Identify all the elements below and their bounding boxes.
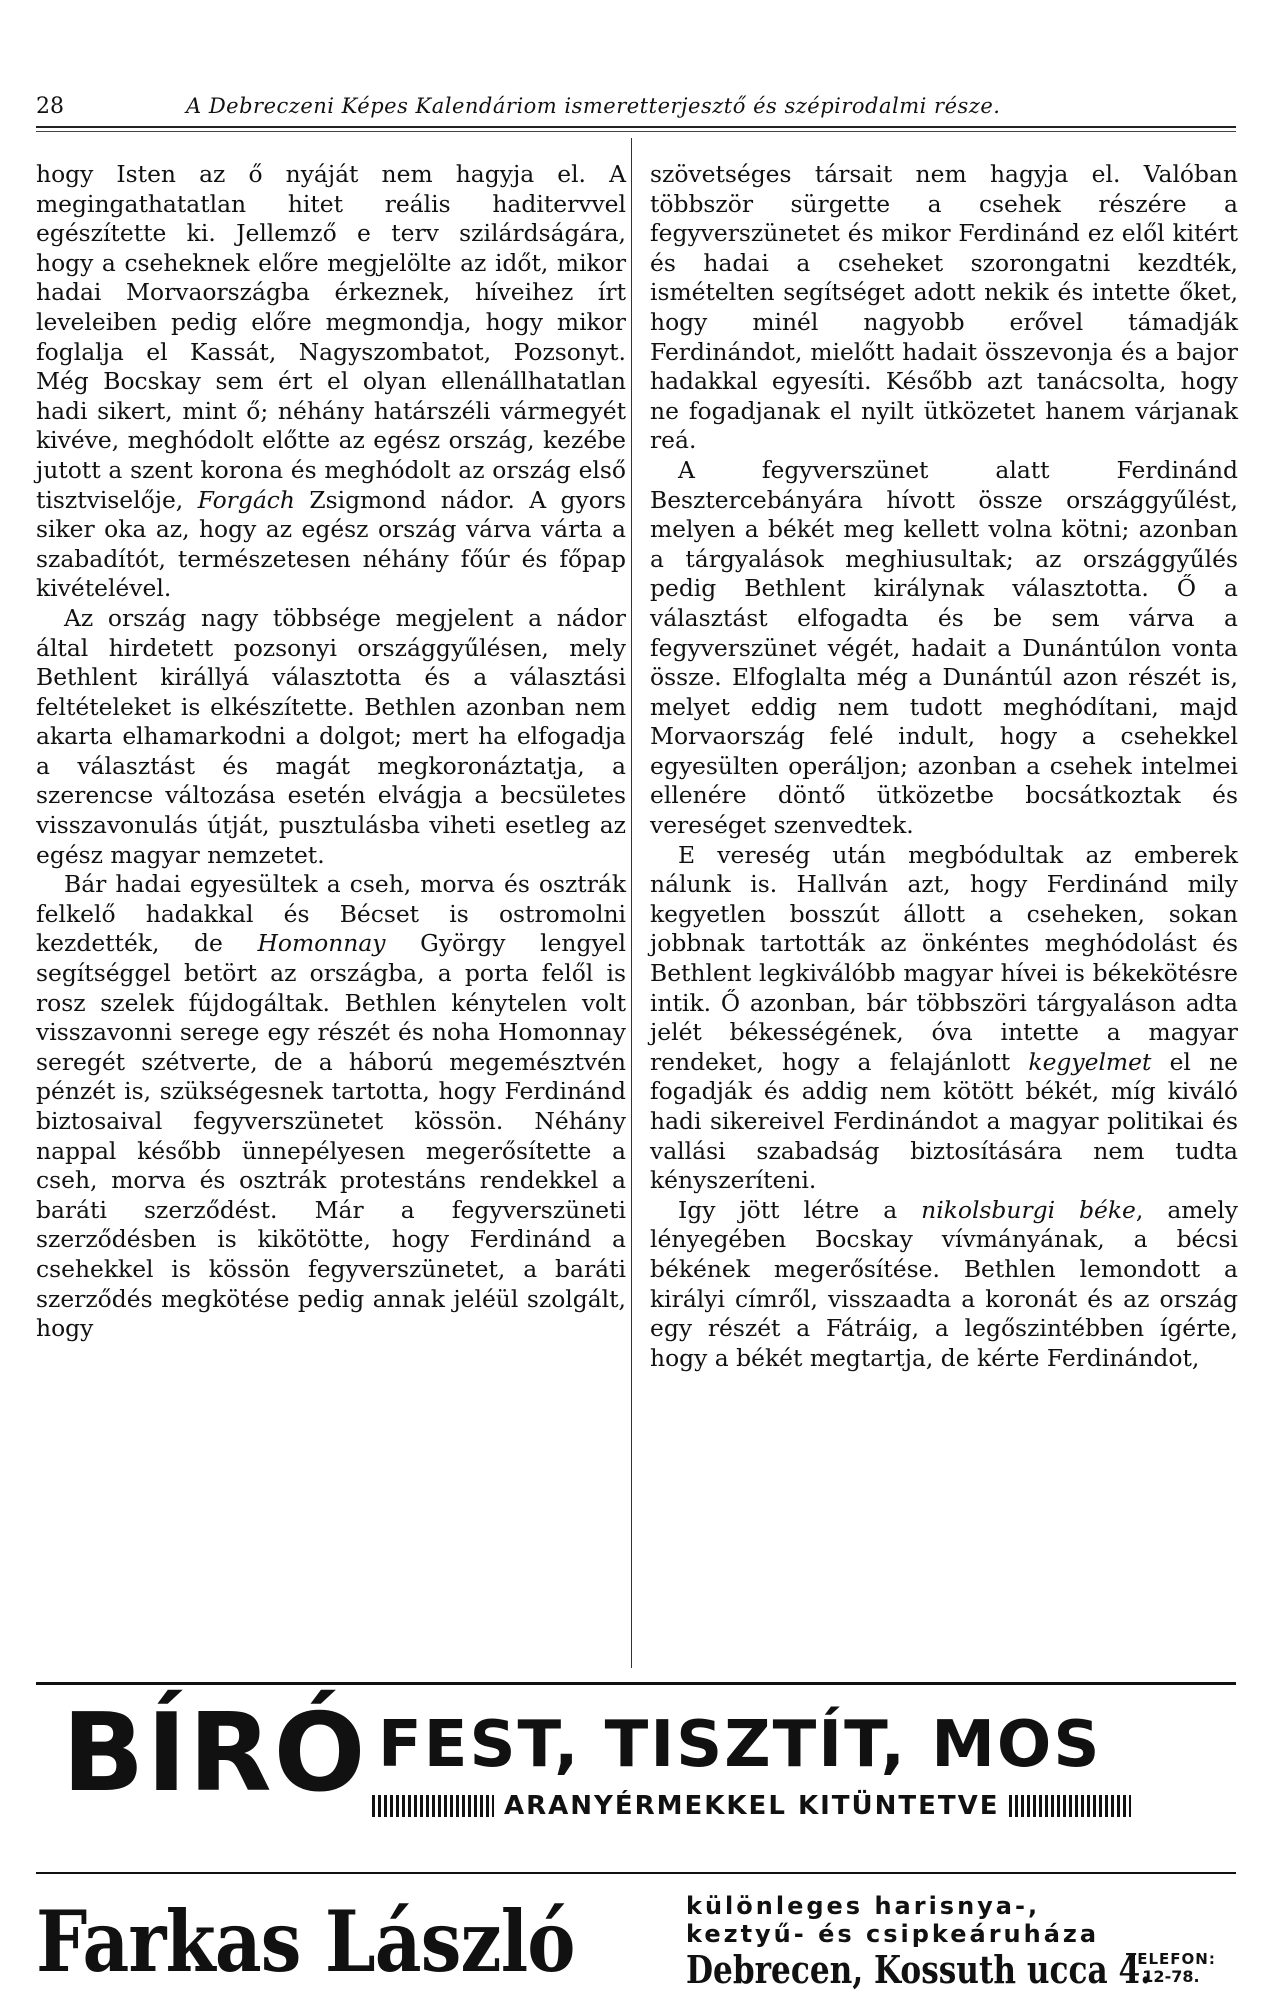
farkas-laszlo-brand: Farkas László [36,1892,575,1991]
italic-name: nikolsburgi béke [921,1195,1136,1224]
italic-name: kegyelmet [1028,1047,1152,1076]
specialty-line-2: keztyű- és csipkeáruháza [686,1920,1100,1948]
italic-name: Homonnay [257,929,386,958]
biro-brand: BÍRÓ [62,1691,368,1816]
paragraph [650,160,1238,456]
text-run: , amely lényegében Bocskay vívmányának, a bécsi békének megerősítése. Bethlen lemondott a királyi címről, visszaadta a koronát és az ország egy részét a Fátráig, a legőszintébben ígérte, hogy a békét megtartja, de kérte Ferdinándot, [650,1195,1238,1372]
paragraph [650,841,1238,1196]
specialty-text [686,1892,1099,1948]
text-run: el ne fogadják és addig nem kötött békét, míg kiváló hadi sikereivel Ferdinándot a magyar politikai és vallási szabadság biztosítására nem tudta kényszeríteni. [650,1047,1238,1195]
decorative-bars-right [1009,1795,1131,1817]
page-number: 28 [36,94,64,119]
advert-divider-rule [36,1872,1236,1874]
text-run: szövetséges társait nem hagyja el. Valóban többször sürgette a csehek részére a fegyverszünetet és mikor Ferdinánd ez elől kitért és hadai a cseheket szorongatni kezdték, ismételten segítséget adott nekik és intette őket, hogy minél nagyobb erővel támadják Ferdinándot, mielőtt hadait összevonja és a bajor hadakkal egyesíti. Később azt tanácsolta, hogy ne fogadjanak el nyilt ütközetet hanem várjanak reá. [650,160,1238,455]
paragraph [36,604,626,870]
paragraph [650,1196,1238,1374]
telefon-number: 12-78. [1142,1967,1200,1986]
paragraph [650,456,1238,841]
right-column [650,160,1238,1373]
fest-tisztit-mos-slogan: FEST, TISZTÍT, MOS [378,1708,1102,1782]
advert-top-rule [36,1682,1236,1685]
running-title: A Debreczeni Képes Kalendáriom ismeretterjesztő és szépirodalmi része. [186,94,1001,118]
text-run: György lengyel segítséggel betört az országba, a porta felől is rosz szelek fújdogáltak. Bethlen kénytelen volt visszavonni serege egy részét és noha Homonnay seregét szétverte, de a háború megemésztvén pénzét is, szükségesnek tartotta, hogy Ferdinánd biztosaival fegyverszünetet kössön. Néhány nappal később ünnepélyesen megerősítette a cseh, morva és osztrák protestáns rendekkel a baráti szerződést. Már a fegyverszüneti szerződésben is kikötötte, hogy Ferdinánd a csehekkel is kössön fegyverszünetet, a baráti szerződés megkötése pedig annak jeléül szolgált, hogy [36,929,627,1343]
telefon-label: TELEFON: [1126,1950,1216,1968]
text-run: E vereség után megbódultak az emberek nálunk is. Hallván azt, hogy Ferdinánd mily kegyetlen bosszút állott a cseheken, sokan jobbnak tartották az önkéntes meghódolást és Bethlent legkiválóbb magyar hívei is békekötésre intik. Ő azonban, bár többszöri tárgyaláson adta jelét békességének, óva intette a magyar rendeket, hogy a felajánlott [650,840,1238,1076]
text-run: hogy Isten az ő nyáját nem hagyja el. A megingathatatlan hitet reális haditervvel egészítette ki. Jellemző e terv szilárdságára, hogy a cseheknek előre megjelölte az időt, mikor hadai Morvaországba érkeznek, híveihez írt leveleiben pedig előre megmondja, hogy mikor foglalja el Kassát, Nagyszombatot, Pozsonyt. Még Bocskay sem ért el olyan ellenállhatatlan hadi sikert, mint ő; néhány határszéli vármegyét kivéve, meghódolt előtte az egész ország, kezébe jutott a szent korona és meghódolt az ország első tisztviselője, [36,160,626,514]
text-run: Az ország nagy többsége megjelent a nádor által hirdetett pozsonyi országgyűlésen, mely Bethlent királlyá választotta és a választási feltételeket is elkészítette. Bethlen azonban nem akarta elhamarkodni a dolgot; mert ha elfogadja a választást és magát megkoronáztatja, a szerencse változása esetén elvágja a becsületes visszavonulás útját, pusztulásba viheti esetleg az egész magyar nemzetet. [36,603,626,869]
left-column [36,160,626,1344]
medal-line [372,1790,1232,1822]
paragraph [36,870,626,1344]
specialty-line-1: különleges harisnya-, [686,1892,1041,1920]
decorative-bars-left [372,1795,494,1817]
telefon-box [1126,1950,1216,1986]
page-header [36,94,1236,128]
paragraph [36,160,626,604]
header-rule [36,126,1236,132]
text-run: Zsigmond nádor. A gyors siker oka az, hogy az egész ország várva várta a szabadítót, természetesen néhány főúr és főpap kivételével. [36,485,626,603]
italic-name: Forgách [197,485,295,514]
shop-address: Debrecen, Kossuth ucca 4. [686,1947,1152,1992]
text-run: A fegyverszünet alatt Ferdinánd Besztercebányára hívott össze országgyűlést, melyen a békét meg kellett volna kötni; azonban a tárgyalások meghiusultak; az országgyűlés pedig Bethlent királynak választotta. Ő a választást elfogadta és be sem várva a fegyverszünet végét, hadait a Dunántúlon vonta össze. Elfoglalta még a Dunántúl azon részét is, melyet eddig nem tudott meghódítani, majd Morvaország felé indult, hogy a csehekkel egyesülten operáljon; azonban a csehek intelmei ellenére döntő ütközetbe bocsátkoztak és vereséget szenvedtek. [650,455,1238,840]
text-run: Igy jött létre a [678,1195,922,1224]
medal-text: ARANYÉRMEKKEL KITÜNTETVE [504,1791,1000,1821]
column-divider [631,138,632,1668]
text-run: Bár hadai egyesültek a cseh, morva és osztrák felkelő hadakkal és Bécset is ostromolni kezdették, de [36,870,626,958]
